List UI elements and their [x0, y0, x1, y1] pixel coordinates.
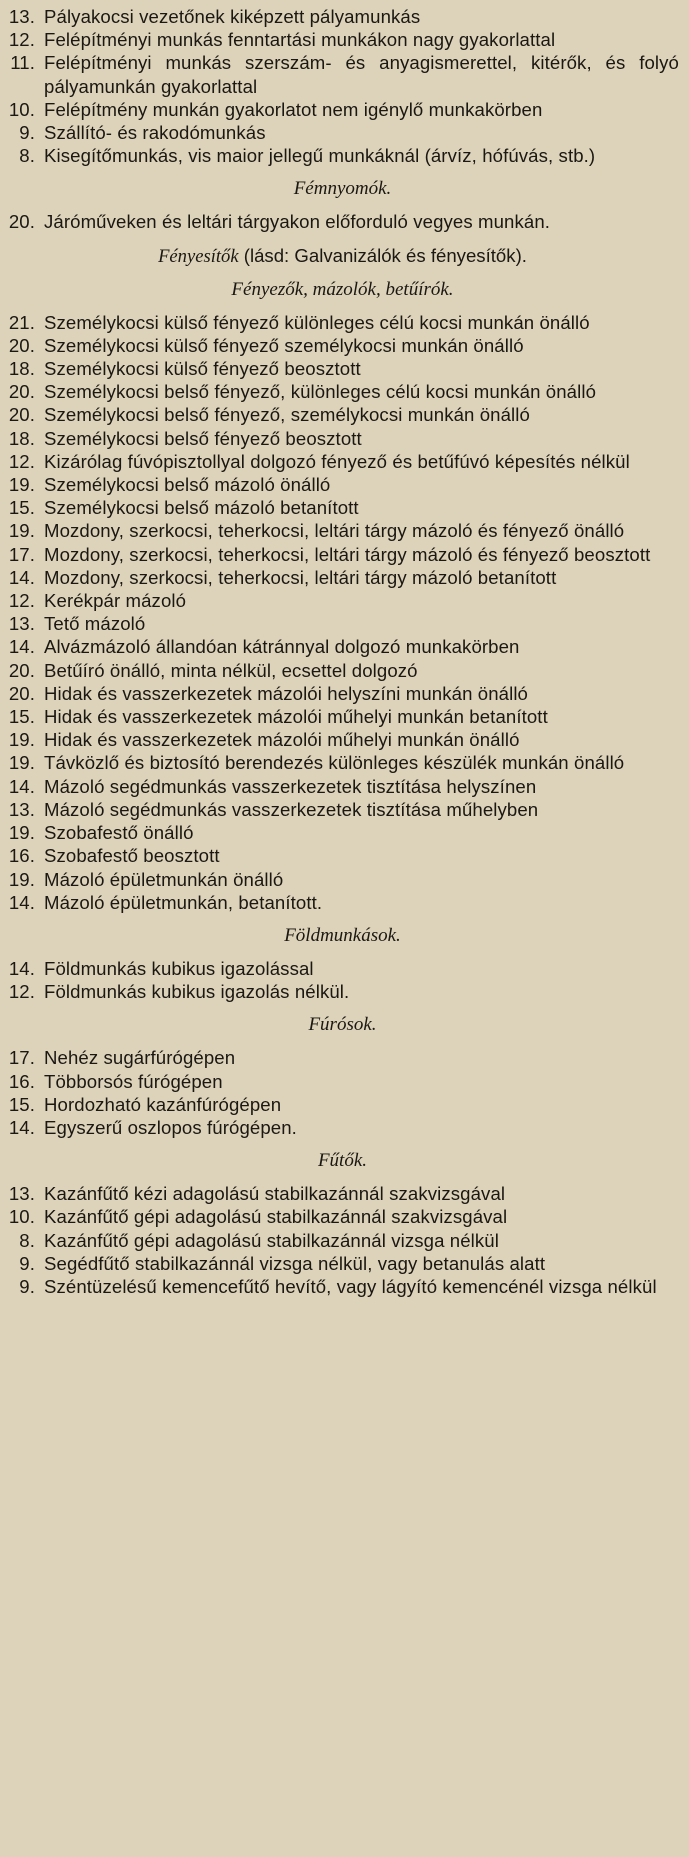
job-description: Kizárólag fúvópisztollyal dolgozó fényező és betűfúvó képesítés nélkül	[44, 450, 630, 472]
pay-grade-number: 20.	[8, 659, 35, 681]
job-description: Földmunkás kubikus igazolással	[44, 957, 314, 979]
job-description: Mázoló segédmunkás vasszerkezetek tisztítása műhelyben	[44, 798, 539, 820]
job-description: Betűíró önálló, minta nélkül, ecsettel dolgozó	[44, 659, 418, 681]
job-description: Személykocsi belső fényező, személykocsi munkán önálló	[44, 404, 530, 426]
pay-grade-number: 17.	[8, 543, 35, 565]
job-description: Pályakocsi vezetőnek kiképzett pályamunkás	[44, 6, 421, 27]
list-item	[6, 5, 679, 28]
pay-grade-number: 20.	[8, 381, 35, 403]
list-item	[6, 821, 679, 844]
list-item	[6, 1275, 679, 1298]
pay-grade-number: 19.	[8, 752, 35, 774]
pay-grade-number: 19.	[8, 868, 35, 890]
list-item	[6, 357, 679, 380]
job-description: Személykocsi külső fényező különleges célú kocsi munkán önálló	[44, 311, 590, 333]
list-item	[6, 1116, 679, 1139]
pay-grade-number: 14.	[8, 891, 35, 913]
job-description: Szobafestő beosztott	[44, 845, 220, 867]
list-item	[6, 334, 679, 357]
pay-grade-number: 18.	[8, 358, 35, 380]
list-item	[6, 450, 679, 473]
job-description: Kisegítőmunkás, vis maior jellegű munkáknál (árvíz, hófúvás, stb.)	[44, 145, 596, 167]
job-description: Személykocsi belső fényező, különleges célú kocsi munkán önálló	[44, 381, 597, 403]
job-description: Járóműveken és leltári tárgyakon előforduló vegyes munkán.	[44, 211, 551, 233]
job-description: Hidak és vasszerkezetek mázolói helyszíni munkán önálló	[44, 682, 528, 704]
list-item	[6, 427, 679, 450]
list-item	[6, 28, 679, 51]
job-description: Hidak és vasszerkezetek mázolói műhelyi munkán betanított	[44, 706, 548, 728]
pay-grade-number: 9.	[19, 122, 35, 144]
pay-grade-number: 12.	[8, 590, 35, 612]
list-item	[6, 775, 679, 798]
job-description: Földmunkás kubikus igazolás nélkül.	[44, 981, 350, 1003]
list-item	[6, 705, 679, 728]
pay-grade-number: 13.	[8, 798, 35, 820]
list-item	[6, 380, 679, 403]
section-heading: Fűtők.	[317, 1150, 368, 1172]
pay-grade-number: 16.	[8, 845, 35, 867]
pay-grade-number: 8.	[19, 1229, 35, 1251]
pay-grade-number: 14.	[8, 775, 35, 797]
job-description: Szállító- és rakodómunkás	[44, 122, 266, 144]
section-heading: Fémnyomók.	[293, 178, 392, 200]
pay-grade-number: 20.	[8, 334, 35, 356]
list-item	[6, 957, 679, 980]
list-item	[6, 682, 679, 705]
job-description: Mozdony, szerkocsi, teherkocsi, leltári tárgy mázoló és fényező beosztott	[44, 543, 651, 565]
pay-grade-number: 19.	[8, 729, 35, 751]
job-description: Személykocsi belső mázoló önálló	[44, 474, 331, 496]
pay-grade-number: 13.	[8, 1183, 35, 1205]
job-description: Mozdony, szerkocsi, teherkocsi, leltári tárgy mázoló betanított	[44, 566, 557, 588]
pay-grade-number: 14.	[8, 1116, 35, 1138]
pay-grade-number: 15.	[8, 497, 35, 519]
pay-grade-number: 10.	[8, 98, 35, 120]
list-item	[6, 728, 679, 751]
list-item	[6, 98, 679, 121]
list-item	[6, 1205, 679, 1228]
pay-grade-number: 14.	[8, 566, 35, 588]
pay-grade-number: 19.	[8, 474, 35, 496]
list-item	[6, 210, 679, 233]
job-description: Mázoló épületmunkán önálló	[44, 868, 284, 890]
pay-grade-number: 12.	[8, 450, 35, 472]
section-heading: Földmunkások.	[284, 924, 401, 946]
job-description: Hidak és vasszerkezetek mázolói műhelyi munkán önálló	[44, 729, 520, 751]
job-description: Személykocsi belső mázoló betanított	[44, 497, 359, 519]
see-also-note	[6, 244, 679, 268]
list-item	[6, 543, 679, 566]
list-item	[6, 891, 679, 914]
see-also-title: Fényesítők	[158, 245, 239, 267]
pay-grade-number: 21.	[8, 311, 35, 333]
job-description: Kazánfűtő kézi adagolású stabilkazánnál szakvizsgával	[44, 1183, 506, 1205]
list-item	[6, 844, 679, 867]
pay-grade-number: 15.	[8, 706, 35, 728]
pay-grade-number: 8.	[19, 145, 35, 167]
pay-grade-number: 14.	[8, 957, 35, 979]
list-item	[6, 311, 679, 334]
list-item	[6, 473, 679, 496]
job-description: Alvázmázoló állandóan kátránnyal dolgozó munkakörben	[44, 636, 520, 658]
pay-grade-number: 16.	[8, 1070, 35, 1092]
job-description: Felépítmény munkán gyakorlatot nem igénylő munkakörben	[44, 98, 543, 120]
pay-grade-number: 10.	[8, 1206, 35, 1228]
job-description: Széntüzelésű kemencefűtő hevítő, vagy lágyító kemencénél vizsga nélkül	[44, 1275, 657, 1297]
list-item	[6, 659, 679, 682]
list-item	[6, 751, 679, 774]
job-description: Egyszerű oszlopos fúrógépen.	[44, 1116, 297, 1138]
job-description: Mázoló épületmunkán, betanított.	[44, 891, 323, 913]
pay-grade-number: 12.	[8, 29, 35, 51]
list-item	[6, 1229, 679, 1252]
list-item	[6, 496, 679, 519]
list-item	[6, 121, 679, 144]
job-description: Felépítményi munkás fenntartási munkákon nagy gyakorlattal	[44, 29, 556, 51]
pay-grade-number: 18.	[8, 427, 35, 449]
list-item	[6, 1093, 679, 1116]
job-description: Személykocsi külső fényező beosztott	[44, 358, 361, 380]
see-also-reference: (lásd: Galvanizálók és fényesítők).	[238, 244, 527, 266]
list-item	[6, 868, 679, 891]
list-item	[6, 589, 679, 612]
pay-grade-number: 13.	[8, 6, 35, 27]
pay-grade-number: 20.	[8, 211, 35, 233]
job-description: Mozdony, szerkocsi, teherkocsi, leltári tárgy mázoló és fényező önálló	[44, 520, 625, 542]
list-item	[6, 1182, 679, 1205]
job-description: Mázoló segédmunkás vasszerkezetek tisztítása helyszínen	[44, 775, 537, 797]
list-item	[6, 1046, 679, 1069]
section-heading: Fényezők, mázolók, betűírók.	[231, 278, 454, 300]
list-item	[6, 1070, 679, 1093]
job-description: Többorsós fúrógépen	[44, 1070, 223, 1092]
job-description: Tető mázoló	[44, 613, 146, 635]
pay-grade-number: 20.	[8, 404, 35, 426]
list-item	[6, 51, 679, 97]
pay-grade-number: 19.	[8, 822, 35, 844]
job-description: Személykocsi külső fényező személykocsi munkán önálló	[44, 334, 524, 356]
pay-grade-number: 11.	[10, 52, 35, 74]
pay-grade-number: 9.	[19, 1252, 35, 1274]
section-heading: Fúrósok.	[308, 1014, 377, 1036]
list-item	[6, 612, 679, 635]
pay-grade-number: 14.	[8, 636, 35, 658]
job-description: Hordozható kazánfúrógépen	[44, 1093, 282, 1115]
pay-grade-number: 20.	[8, 682, 35, 704]
list-item	[6, 980, 679, 1003]
list-item	[6, 1252, 679, 1275]
list-item	[6, 144, 679, 167]
list-item	[6, 519, 679, 542]
job-description: Szobafestő önálló	[44, 822, 194, 844]
list-item	[6, 566, 679, 589]
list-item	[6, 403, 679, 426]
pay-grade-number: 9.	[19, 1275, 35, 1297]
job-description: Kazánfűtő gépi adagolású stabilkazánnál vizsga nélkül	[44, 1229, 499, 1251]
pay-grade-number: 19.	[8, 520, 35, 542]
job-description: Távközlő és biztosító berendezés különleges készülék munkán önálló	[44, 752, 625, 774]
job-description: Felépítményi munkás szerszám- és anyagismerettel, kitérők, és folyó pályamunkán gyakorlattal	[44, 52, 679, 97]
pay-grade-number: 12.	[8, 981, 35, 1003]
pay-grade-number: 15.	[8, 1093, 35, 1115]
job-description: Kazánfűtő gépi adagolású stabilkazánnál szakvizsgával	[44, 1206, 508, 1228]
job-description: Segédfűtő stabilkazánnál vizsga nélkül, vagy betanulás alatt	[44, 1252, 546, 1274]
job-description: Nehéz sugárfúrógépen	[44, 1047, 236, 1069]
pay-grade-number: 17.	[8, 1047, 35, 1069]
list-item	[6, 635, 679, 658]
pay-grade-number: 13.	[8, 613, 35, 635]
job-description: Személykocsi belső fényező beosztott	[44, 427, 362, 449]
list-item	[6, 798, 679, 821]
job-description: Kerékpár mázoló	[44, 590, 187, 612]
